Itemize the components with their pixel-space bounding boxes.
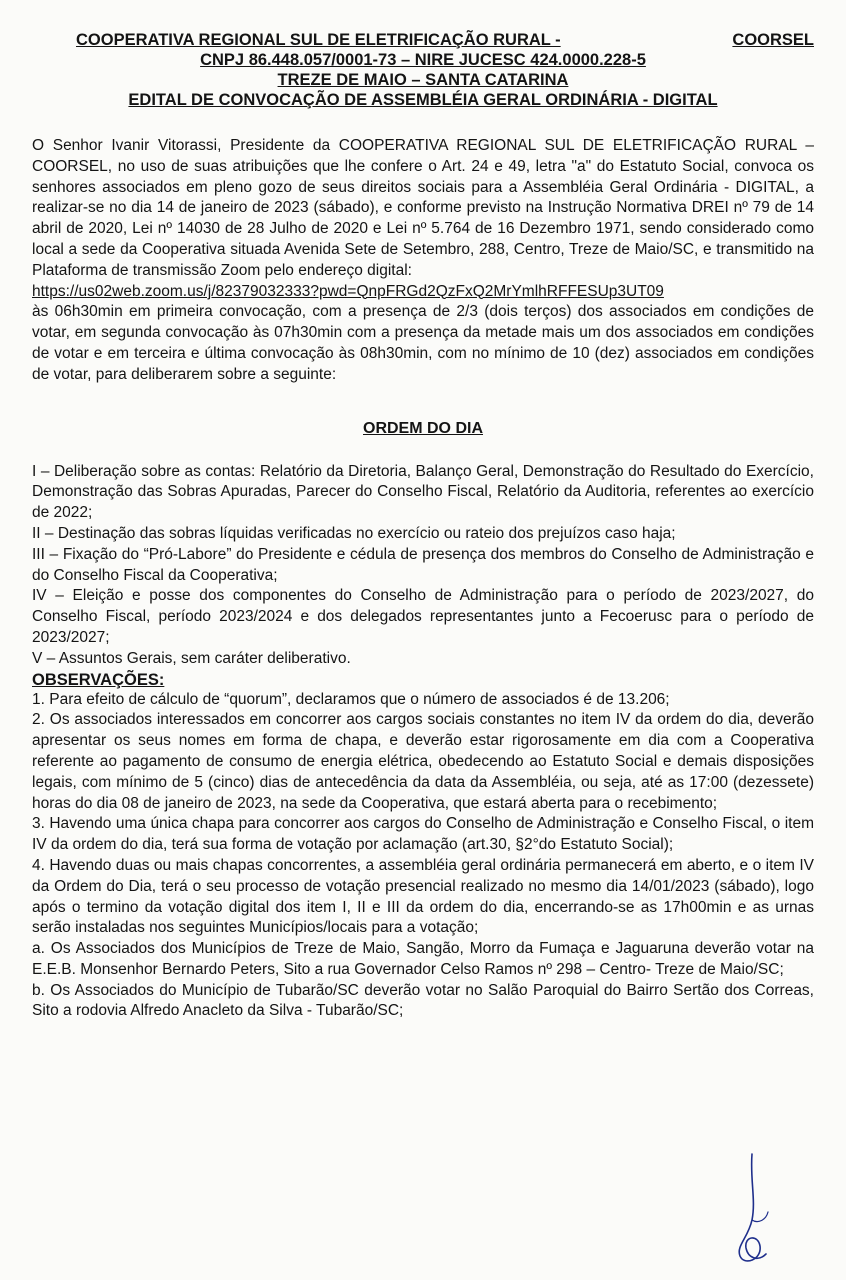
header-line-3 [32,70,814,90]
observacao-item: 4. Havendo duas ou mais chapas concorrentes, a assembléia geral ordinária permanecerá em aberto, e o item IV da Ordem do Dia, terá o seu processo de votação presencial realizado no mesmo dia 14/01/2023 (sábado), logo após o termino da votação digital dos item I, II e III da ordem do dia, encerrando-se as 17h00min e as urnas serão instaladas nos seguintes Municípios/locais para a votação; [32,856,814,937]
header-edital-title: EDITAL DE CONVOCAÇÃO DE ASSEMBLÉIA GERAL ORDINÁRIA - DIGITAL [128,91,718,109]
observacao-item: 3. Havendo uma única chapa para concorrer aos cargos do Conselho de Administração e Conselho Fiscal, o item IV da ordem do dia, terá sua forma de votação por aclamação (art.30, §2°do Estatuto Social); [32,815,814,854]
ordem-do-dia-title: ORDEM DO DIA [363,419,483,437]
header-org-acronym: COORSEL [732,31,814,49]
observacoes-list [32,690,814,1023]
signature-mark [722,1150,782,1270]
observacao-item: 2. Os associados interessados em concorrer aos cargos sociais constantes no item IV da ordem do dia, deverão apresentar os seus nomes em forma de chapa, e deverão estar rigorosamente em dia com a Cooperativa referente ao pagamento de consumo de energia elétrica, obedecendo ao Estatuto Social e demais disposições legais, com mínimo de 5 (cinco) dias de antecedência da data da Assembléia, ou seja, até as 17:00 (dezessete) horas do dia 08 de janeiro de 2023, na sede da Cooperativa, que estará aberta para o recebimento; [32,711,814,812]
ordem-item: V – Assuntos Gerais, sem caráter deliberativo. [32,649,351,667]
document-page [32,30,814,1022]
zoom-link[interactable]: https://us02web.zoom.us/j/82379032333?pwd=QnpFRGd2QzFxQ2MrYmlhRFFESUp3UT09 [32,282,664,300]
intro-paragraph-2: às 06h30min em primeira convocação, com a presença de 2/3 (dois terços) dos associados em condições de votar, em segunda convocação às 07h30min com a presença da metade mais um dos associados em condições de votar e em terceira e última convocação às 08h30min, com no mínimo de 10 (dez) associados em condições de votar, para deliberarem sobre a seguinte: [32,303,814,383]
ordem-do-dia-list [32,462,814,670]
observacao-item: a. Os Associados dos Municípios de Treze de Maio, Sangão, Morro da Fumaça e Jaguaruna deverão votar na E.E.B. Monsenhor Bernardo Peters, Sito a rua Governador Celso Ramos nº 298 – Centro- Treze de Maio/SC; [32,940,814,978]
header-line-1 [32,30,814,50]
ordem-item: I – Deliberação sobre as contas: Relatório da Diretoria, Balanço Geral, Demonstração do Resultado do Exercício, Demonstração das Sobras Apuradas, Parecer do Conselho Fiscal, Relatório da Auditoria, referentes ao exercício de 2022; [32,462,814,522]
observacao-item: 1. Para efeito de cálculo de “quorum”, declaramos que o número de associados é de 13.206; [32,690,670,708]
observacao-item: b. Os Associados do Município de Tubarão/SC deverão votar no Salão Paroquial do Bairro Sertão dos Correas, Sito a rodovia Alfredo Anacleto da Silva - Tubarão/SC; [32,981,814,1020]
header-line-4 [32,90,814,110]
intro-paragraph-1: O Senhor Ivanir Vitorassi, Presidente da COOPERATIVA REGIONAL SUL DE ELETRIFICAÇÃO RURAL – COORSEL, no uso de suas atribuições que lhe confere o Art. 24 e 49, letra "a" do Estatuto Social, convoca os senhores associados em pleno gozo de seus direitos sociais para a Assembléia Geral Ordinária - DIGITAL, a realizar-se no dia 14 de janeiro de 2023 (sábado), e conforme previsto na Instrução Normativa DREI nº 79 de 14 abril de 2020, Lei nº 14030 de 28 Julho de 2020 e Lei nº 5.764 de 16 Dezembro 1971, sendo considerado como local a sede da Cooperativa situada Avenida Sete de Setembro, 288, Centro, Treze de Maio/SC, e transmitido na Plataforma de transmissão Zoom pelo endereço digital: [32,137,814,279]
observacoes-title: OBSERVAÇÕES: [32,670,165,689]
ordem-item: II – Destinação das sobras líquidas verificadas no exercício ou rateio dos prejuízos caso haja; [32,524,676,542]
ordem-item: III – Fixação do “Pró-Labore” do Presidente e cédula de presença dos membros do Conselho de Administração e do Conselho Fiscal da Cooperativa; [32,545,814,584]
ordem-item: IV – Eleição e posse dos componentes do Conselho de Administração para o período de 2023/2027, do Conselho Fiscal, período 2023/2024 e dos delegados representantes junto a Fecoerusc para o período de 2023/2027; [32,587,814,646]
header-org-name: COOPERATIVA REGIONAL SUL DE ELETRIFICAÇÃO RURAL - [76,31,561,49]
header-line-2 [32,50,814,70]
header-cnpj: CNPJ 86.448.057/0001-73 – NIRE JUCESC 424.0000.228-5 [200,51,646,69]
intro-section [32,136,814,386]
header-location: TREZE DE MAIO – SANTA CATARINA [277,71,569,89]
